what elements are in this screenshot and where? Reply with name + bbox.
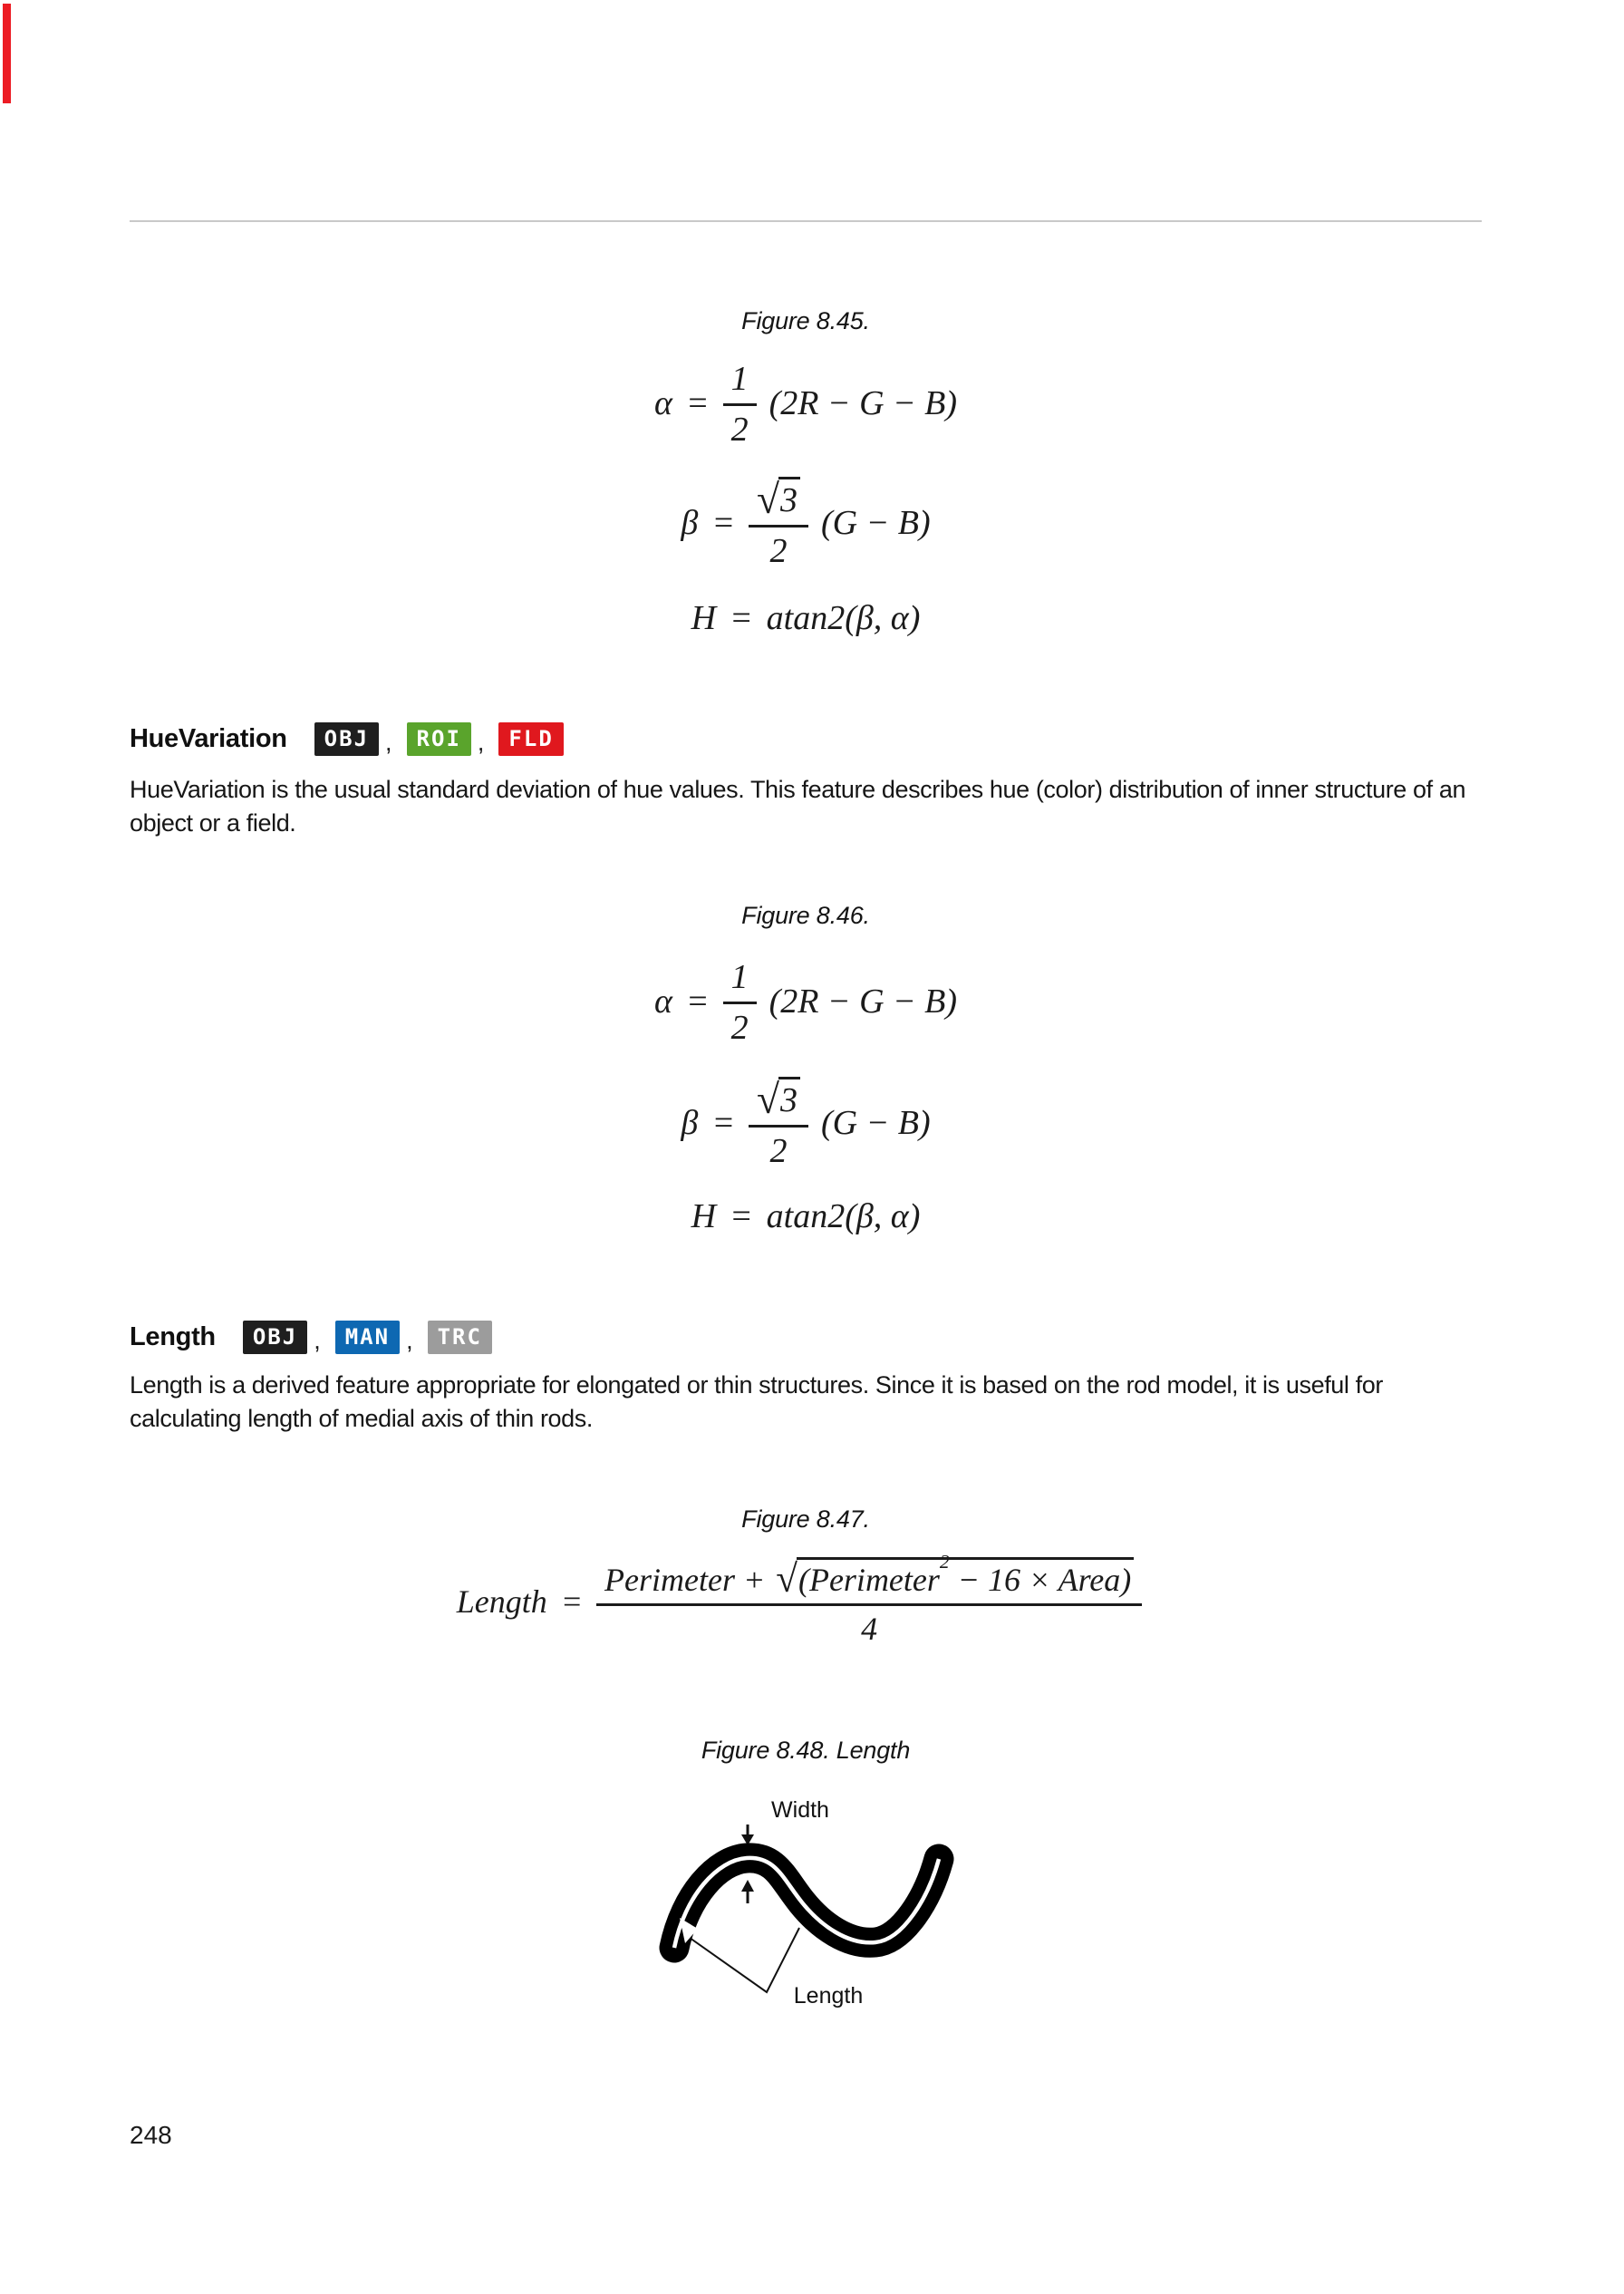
- fraction: [723, 955, 757, 1048]
- page-number: 248: [130, 2121, 172, 2149]
- figure-caption-848: Figure 8.48. Length: [701, 1737, 911, 1764]
- fraction: [749, 1075, 808, 1171]
- huevariation-description: HueVariation is the usual standard deviation of hue values. This feature describes hue (color) distribution of inner structure of an object or a field.: [130, 776, 1466, 837]
- equals-sign: =: [730, 599, 753, 637]
- numerator-prefix: Perimeter +: [604, 1562, 766, 1598]
- equation-hue: [691, 1196, 921, 1236]
- badge-obj: OBJ: [243, 1321, 307, 1354]
- radical-sign: √: [756, 476, 779, 523]
- badge-separator: ,: [385, 729, 392, 756]
- badge-trc: TRC: [428, 1321, 492, 1354]
- radicand: 3: [778, 477, 800, 520]
- badge-obj: OBJ: [314, 722, 379, 756]
- fraction-denominator: 2: [730, 1009, 749, 1047]
- eq-rhs: (2R − G − B): [768, 982, 958, 1021]
- length-heading-row: [130, 1319, 492, 1355]
- equals-sign: =: [685, 384, 710, 422]
- fraction-denominator: 2: [769, 532, 788, 570]
- section-divider: [130, 220, 1482, 222]
- eq-lhs: Length: [456, 1583, 547, 1620]
- eq-rhs: (G − B): [821, 1104, 931, 1142]
- fraction-denominator: 2: [769, 1132, 788, 1170]
- equals-sign: =: [685, 982, 710, 1021]
- radical-sign: √: [776, 1557, 798, 1601]
- feature-title-huevariation: HueVariation: [130, 723, 287, 753]
- eq-rhs: (2R − G − B): [768, 384, 958, 422]
- badge-separator: ,: [477, 729, 485, 756]
- width-label: Width: [771, 1797, 829, 1823]
- equation-h-845-wrap: [130, 598, 1482, 638]
- fraction-denominator: 2: [730, 411, 749, 449]
- badge-separator: ,: [314, 1327, 321, 1354]
- eq-rhs: atan2(β, α): [766, 1197, 921, 1235]
- eq-lhs: α: [653, 384, 672, 422]
- equals-sign: =: [560, 1583, 584, 1620]
- equation-alpha-846-wrap: [130, 955, 1482, 1048]
- radicand: 3: [778, 1077, 800, 1120]
- superscript-2: 2: [939, 1551, 950, 1573]
- badge-fld: FLD: [498, 722, 563, 756]
- equals-sign: =: [730, 1197, 753, 1235]
- equation-beta-845-wrap: [130, 475, 1482, 571]
- fraction-numerator: [596, 1551, 1142, 1606]
- length-callout-line: [690, 1928, 799, 1992]
- figure-caption-846: Figure 8.46.: [741, 902, 870, 929]
- equation-beta: [681, 475, 930, 571]
- eq-lhs: β: [681, 1104, 699, 1142]
- huevariation-heading-row: [130, 721, 564, 757]
- length-label: Length: [793, 1983, 864, 2008]
- eq-rhs: (G − B): [821, 504, 931, 542]
- eq-lhs: α: [653, 982, 672, 1021]
- length-width-illustration: [634, 1779, 997, 2051]
- feature-title-length: Length: [130, 1321, 216, 1351]
- figure-caption-845: Figure 8.45.: [741, 307, 870, 334]
- length-description: Length is a derived feature appropriate for elongated or thin structures. Since it is based on the rod model, it is useful for calculating length of medial axis of thin rods.: [130, 1371, 1383, 1432]
- radical-sign: √: [756, 1076, 779, 1123]
- fraction-numerator: [749, 475, 808, 528]
- fraction-numerator: 1: [723, 955, 757, 1004]
- fraction: [749, 475, 808, 571]
- equals-sign: =: [711, 1104, 735, 1142]
- equation-beta: [681, 1075, 930, 1171]
- equation-alpha: [654, 955, 957, 1048]
- eq-lhs: β: [681, 504, 699, 542]
- red-ribbon-marker: [3, 4, 11, 103]
- badge-man: MAN: [335, 1321, 400, 1354]
- equation-h-846-wrap: [130, 1196, 1482, 1236]
- equation-hue: [691, 598, 921, 638]
- radicand-open: (Perimeter: [798, 1562, 940, 1598]
- fraction: [596, 1551, 1142, 1648]
- equation-beta-846-wrap: [130, 1075, 1482, 1171]
- fraction-numerator: [749, 1075, 808, 1128]
- fraction-denominator: 4: [861, 1611, 878, 1647]
- figure-caption-847: Figure 8.47.: [741, 1505, 870, 1533]
- equals-sign: =: [711, 504, 735, 542]
- eq-lhs: H: [691, 599, 717, 637]
- badge-roi: ROI: [407, 722, 471, 756]
- badge-separator: ,: [406, 1327, 413, 1354]
- fraction: [723, 357, 757, 450]
- eq-rhs: atan2(β, α): [766, 599, 921, 637]
- equation-length: [456, 1551, 1155, 1648]
- equation-length-wrap: [130, 1551, 1482, 1648]
- eq-lhs: H: [691, 1197, 717, 1235]
- fraction-numerator: 1: [723, 357, 757, 406]
- radicand-close: − 16 × Area): [949, 1562, 1132, 1598]
- equation-alpha-845-wrap: [130, 357, 1482, 450]
- radicand: [797, 1551, 1134, 1599]
- equation-alpha: [654, 357, 957, 450]
